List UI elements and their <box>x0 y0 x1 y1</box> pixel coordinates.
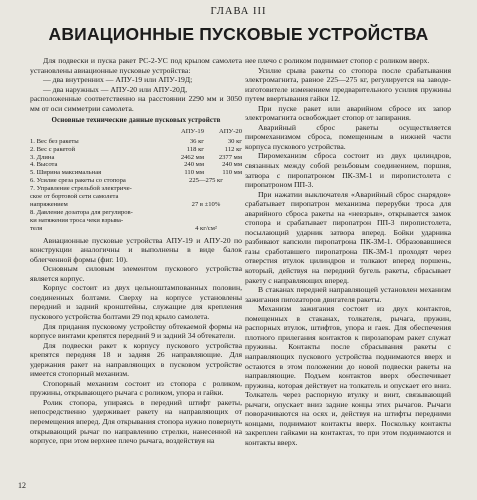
row-label: 4. Высота <box>30 161 58 169</box>
row-value: 110 мм <box>222 169 242 177</box>
row-value: 2377 мм <box>218 153 242 161</box>
row-value: 118 кг <box>186 145 204 153</box>
table-row <box>30 193 242 201</box>
table-row <box>30 185 242 193</box>
paragraph: Аварийный сброс ракеты осуществляется пиромеханизмом сброса, помещенным в нижней части корпуса пускового устройства. <box>245 122 451 151</box>
paragraph: При нажатии выключателя «Аварийный сброс снарядов» срабатывает пиропатрон механизма перерубки троса для аварийного сброса ракеты на «невзрыв», открывается замок стопора и срабатывает пиропатрон ПП-3 пиропистолета, посылающий ударник затвора вперед. Бойки ударника разбивают капсюли пиропатрона ПК-3М-1. Образовавшиеся газы сработавшего пиропатрона ПК-3М-1 проходят через отверстия втулок цилиндров и толкают вперед поршень, который, действуя на передний бугель ракеты, сбрасывает ракету с направляющих вперед. <box>245 189 451 285</box>
section-title: АВИАЦИОННЫЕ ПУСКОВЫЕ УСТРОЙСТВА <box>48 24 429 44</box>
row-value: 240 мм <box>222 161 242 169</box>
row-label: ское от бортовой сети самолета <box>30 193 119 201</box>
row-label: напряжением <box>30 200 68 208</box>
paragraph: В стаканах передней направляющей установлен механизм зажигания пиrozаторов двигателя ракеты. <box>245 285 451 304</box>
spec-table <box>30 128 242 233</box>
paragraph: Стопорный механизм состоит из стопора с роликом, пружины, открывающего рычага с роликом, упора и гайки. <box>30 378 242 398</box>
row-value: 36 кг <box>189 137 204 145</box>
row-label: 5. Ширина максимальная <box>30 169 102 177</box>
table-row <box>30 225 242 233</box>
table-row <box>30 146 242 154</box>
row-value: 112 кг <box>224 145 242 153</box>
row-label: 7. Управление стрельбой электриче- <box>30 185 132 193</box>
table-row <box>30 138 242 146</box>
table-row <box>30 161 242 169</box>
row-label: ки натяжения троса чеки взрыва- <box>30 216 124 224</box>
paragraph: Усилие срыва ракеты со стопора после срабатывания электромагнита, равное 225—275 кг, регулируется на заводе-изготовителе изменением предварительного усилия пружины путем ввертывания гайки 12. <box>245 65 451 104</box>
paragraph: Авиационные пусковые устройства АПУ-19 и АПУ-20 по конструкции аналогичны и выполнены в виде балок облегченной формы (фиг. 10). <box>30 235 242 264</box>
row-value <box>170 217 206 225</box>
spec-table-title: Основные технические данные пусковых устройств <box>51 116 221 125</box>
row-value: 240 мм <box>184 161 204 169</box>
page-number: 12 <box>18 481 26 490</box>
row-value <box>170 185 206 193</box>
paragraph: Для придания пусковому устройству обтекаемой формы на корпусе винтами крепятся передний 9 и задний 34 обтекатели. <box>30 321 242 341</box>
paragraph: Пиромеханизм сброса состоит из двух цилиндров, связанных между собой резьбовым соединением, поршня, затвора с пиропатроном ПК-3М-1 и пиропистолета с пиропатроном ПП-3. <box>245 151 451 190</box>
table-row <box>30 177 242 185</box>
row-value: 27 в ±10% <box>191 200 221 208</box>
row-value: 225—275 кг <box>189 177 223 185</box>
paragraph: Корпус состоит из двух цельноштампованных половин, соединенных болтами. Сверху на корпусе установлены передний и задний кронштейны, служащие для крепления пускового устройства болтами 29 под крыло самолета. <box>30 283 242 321</box>
paragraph: Ролик стопора, упираясь в передний штифт ракеты, непосредственно удерживает ракету на направляющих от перемещения вперед. Для открывания стопора нужно повернуть открывающий рычаг по направлению стрелки, нанесенной на корпусе, при этом верхнее плечо рычага, воздействуя на <box>30 397 242 446</box>
spec-table-body <box>30 138 242 233</box>
row-value <box>206 185 242 193</box>
row-value: 2462 мм <box>180 153 204 161</box>
row-value <box>170 209 206 217</box>
paragraph: Механизм зажигания состоит из двух контактов, помещенных в стаканах, толкателя, рычага, пружин, распорных втулок, штифтов, упора и гаек. Для обеспечения плотного прилегания контактов к пирозапорам ракет служат пружины. Контакты после сбрасывания ракеты с направляющих пускового устройства поднимаются вверх и остаются в этом положении до новой подвески ракеты на направляющие. Подъем контактов вверх обеспечивает пружина, которая действует на толкатель и опускает его вниз. Толкатель через распорную втулку и винт, связывающий рычаги, опускает вниз задние концы этих рычагов. Рычаги поворачиваются на осях и, действуя на штифты передними концами, поднимают контакты вверх. Поскольку контакты закреплен гайками на контактах, то при этом поднимаются и контакты вверх. <box>245 304 451 447</box>
list-item: — два внутренних — АПУ-19 или АПУ-19Д; <box>43 75 193 85</box>
list-item: — два наружных — АПУ-20 или АПУ-20Д, <box>43 84 188 94</box>
paragraph: нее плечо с роликом поднимает стопор с роликом вверх. <box>245 56 430 65</box>
row-value: 110 мм <box>184 169 204 177</box>
row-label: 2. Вес с ракетой <box>30 145 76 153</box>
column-header: АПУ-19 <box>181 127 204 135</box>
row-value <box>206 209 242 217</box>
chapter-heading: ГЛАВА III <box>210 6 267 17</box>
row-label: 1. Вес без ракеты <box>30 137 79 145</box>
left-column <box>30 56 242 446</box>
table-row <box>30 154 242 162</box>
row-value <box>206 193 242 201</box>
row-value <box>206 217 242 225</box>
row-label: теля <box>30 224 43 232</box>
row-label: 6. Усилие среза ракеты со стопора <box>30 177 126 185</box>
row-value: 30 кг <box>227 137 242 145</box>
paragraph: Для подвески ракет к корпусу пускового устройства крепятся передняя 18 и задняя 26 направляющие. Для удержания ракет на направляющих в пусковом устройстве имеется стопорный механизм. <box>30 340 242 379</box>
row-label: 3. Длина <box>30 153 55 161</box>
paragraph: расположенные соответственно на расстоянии 2290 мм и 3050 мм от оси симметрии самолета. <box>30 94 242 113</box>
row-value <box>170 193 206 201</box>
table-row <box>30 169 242 177</box>
paragraph: Для подвески и пуска ракет РС-2-УС под крылом самолета установлены авиационные пусковые устройства: <box>30 56 242 75</box>
table-row <box>30 201 242 209</box>
row-label: 8. Давление дозатора для регулиров- <box>30 208 133 216</box>
row-value: 4 кг/см² <box>195 224 217 232</box>
right-column <box>245 56 451 447</box>
paragraph: Основным силовым элементом пускового устройства является корпус. <box>30 264 242 283</box>
paragraph: При пуске ракет или аварийном сбросе их запор электромагнита освобождает стопор от запирания. <box>245 103 451 123</box>
column-header: АПУ-20 <box>219 127 242 135</box>
table-row <box>30 217 242 225</box>
table-row <box>30 209 242 217</box>
table-header-row <box>30 128 242 138</box>
